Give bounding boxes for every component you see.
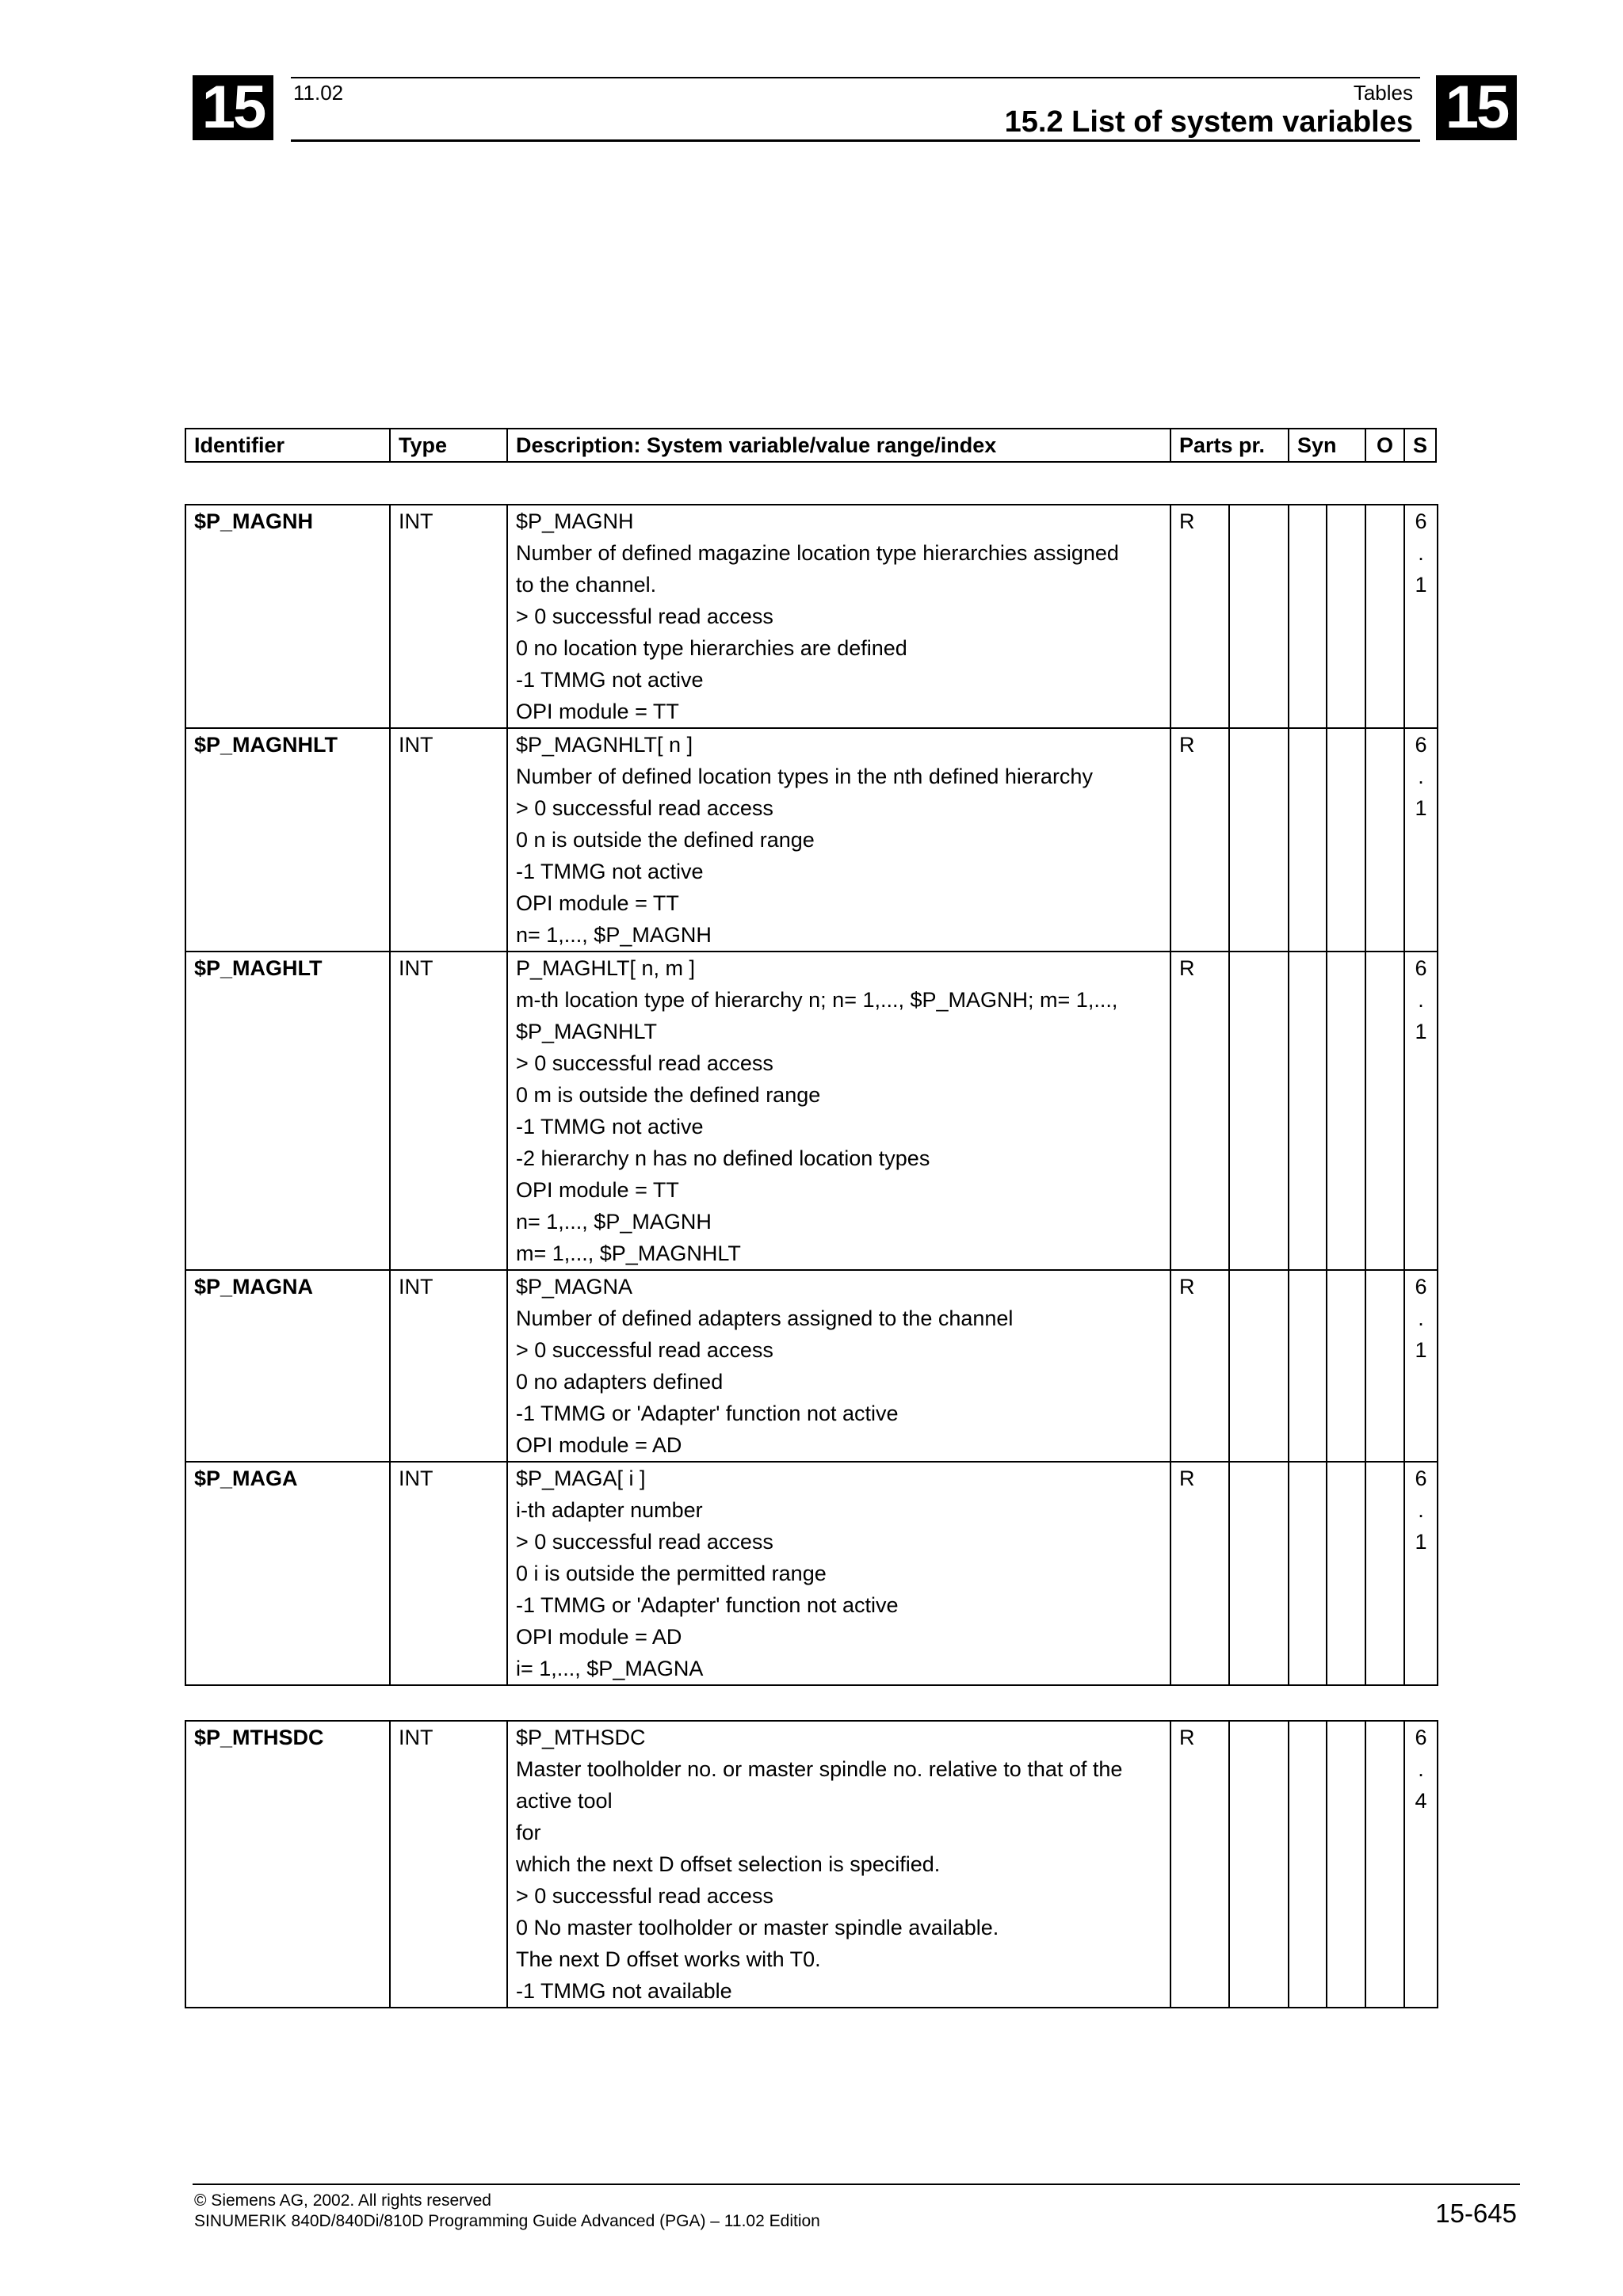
empty-cell: [1365, 1721, 1404, 2008]
variable-parts: R: [1170, 728, 1229, 952]
empty-cell: [1327, 728, 1365, 952]
variable-s: 6 . 1: [1404, 1270, 1438, 1462]
empty-cell: [1365, 1462, 1404, 1685]
empty-cell: [1365, 1270, 1404, 1462]
header-rule-top: [291, 77, 1420, 78]
table-row: [185, 952, 1438, 1270]
variable-identifier: $P_MTHSDC: [185, 1721, 390, 2008]
variable-parts: R: [1170, 1462, 1229, 1685]
empty-cell: [1229, 1270, 1289, 1462]
variable-s: 6 . 1: [1404, 1462, 1438, 1685]
variable-identifier: $P_MAGHLT: [185, 952, 390, 1270]
system-variables-table: [185, 504, 1438, 1686]
mthsdc-table: [185, 1720, 1438, 2008]
chapter-number-right: 15: [1436, 75, 1517, 140]
header-date: 11.02: [293, 81, 344, 105]
header-title: 15.2 List of system variables: [1004, 105, 1413, 139]
variable-description: $P_MAGNH Number of defined magazine location type hierarchies assigned to the channel. > 0 successful read access 0 no location type hierarchies are defined -1 TMMG not active OPI module = TT: [507, 505, 1170, 728]
variable-description: $P_MAGNA Number of defined adapters assigned to the channel > 0 successful read access 0 no adapters defined -1 TMMG or 'Adapter' function not active OPI module = AD: [507, 1270, 1170, 1462]
empty-cell: [1229, 1721, 1289, 2008]
col-header-type: Type: [390, 429, 507, 462]
table-row: [185, 505, 1438, 728]
variable-parts: R: [1170, 1270, 1229, 1462]
empty-cell: [1327, 1462, 1365, 1685]
empty-cell: [1365, 728, 1404, 952]
empty-cell: [1327, 1270, 1365, 1462]
header-rule-bottom: [291, 139, 1420, 142]
empty-cell: [1289, 505, 1327, 728]
col-header-identifier: Identifier: [185, 429, 390, 462]
variable-identifier: $P_MAGNA: [185, 1270, 390, 1462]
empty-cell: [1289, 1270, 1327, 1462]
variable-identifier: $P_MAGNH: [185, 505, 390, 728]
variable-s: 6 . 1: [1404, 505, 1438, 728]
header-section-label: Tables: [1353, 81, 1413, 105]
variable-type: INT: [390, 1270, 507, 1462]
variable-type: INT: [390, 952, 507, 1270]
col-header-description: Description: System variable/value range/index: [507, 429, 1170, 462]
variable-type: INT: [390, 1721, 507, 2008]
empty-cell: [1229, 952, 1289, 1270]
empty-cell: [1289, 728, 1327, 952]
empty-cell: [1289, 1721, 1327, 2008]
empty-cell: [1327, 1721, 1365, 2008]
variable-identifier: $P_MAGA: [185, 1462, 390, 1685]
empty-cell: [1289, 1462, 1327, 1685]
empty-cell: [1229, 1462, 1289, 1685]
page-number: 15-645: [1435, 2199, 1517, 2228]
variable-parts: R: [1170, 952, 1229, 1270]
col-header-s: S: [1404, 429, 1436, 462]
table-row: [185, 1462, 1438, 1685]
empty-cell: [1365, 952, 1404, 1270]
empty-cell: [1365, 505, 1404, 728]
variable-description: P_MAGHLT[ n, m ] m-th location type of hierarchy n; n= 1,..., $P_MAGNH; m= 1,..., $P_MAGNHLT > 0 successful read access 0 m is outside the defined range -1 TMMG not active -2 hierarchy n has no defined location types OPI module = TT n= 1,..., $P_MAGNH m= 1,..., $P_MAGNHLT: [507, 952, 1170, 1270]
col-header-parts: Parts pr.: [1170, 429, 1289, 462]
variable-description: $P_MAGA[ i ] i-th adapter number > 0 successful read access 0 i is outside the permitted range -1 TMMG or 'Adapter' function not active OPI module = AD i= 1,..., $P_MAGNA: [507, 1462, 1170, 1685]
variable-description: $P_MTHSDC Master toolholder no. or master spindle no. relative to that of the active tool for which the next D offset selection is specified. > 0 successful read access 0 No master toolholder or master spindle available. The next D offset works with T0. -1 TMMG not available: [507, 1721, 1170, 2008]
footer-copyright: © Siemens AG, 2002. All rights reserved: [194, 2191, 491, 2210]
variable-type: INT: [390, 728, 507, 952]
variable-s: 6 . 4: [1404, 1721, 1438, 2008]
variable-type: INT: [390, 505, 507, 728]
footer-rule: [193, 2183, 1520, 2185]
column-header-row: [185, 429, 1436, 462]
table-row: [185, 728, 1438, 952]
variable-identifier: $P_MAGNHLT: [185, 728, 390, 952]
variable-s: 6 . 1: [1404, 728, 1438, 952]
empty-cell: [1229, 728, 1289, 952]
empty-cell: [1327, 505, 1365, 728]
column-header-table: [185, 428, 1437, 463]
empty-cell: [1229, 505, 1289, 728]
variable-type: INT: [390, 1462, 507, 1685]
table-row: [185, 1721, 1438, 2008]
chapter-number-left: 15: [193, 75, 273, 140]
footer-document-title: SINUMERIK 840D/840Di/810D Programming Guide Advanced (PGA) – 11.02 Edition: [194, 2212, 820, 2230]
table-row: [185, 1270, 1438, 1462]
variable-s: 6 . 1: [1404, 952, 1438, 1270]
empty-cell: [1327, 952, 1365, 1270]
empty-cell: [1289, 952, 1327, 1270]
col-header-o: O: [1365, 429, 1404, 462]
variable-parts: R: [1170, 1721, 1229, 2008]
variable-description: $P_MAGNHLT[ n ] Number of defined location types in the nth defined hierarchy > 0 successful read access 0 n is outside the defined range -1 TMMG not active OPI module = TT n= 1,..., $P_MAGNH: [507, 728, 1170, 952]
variable-parts: R: [1170, 505, 1229, 728]
col-header-syn: Syn: [1289, 429, 1365, 462]
